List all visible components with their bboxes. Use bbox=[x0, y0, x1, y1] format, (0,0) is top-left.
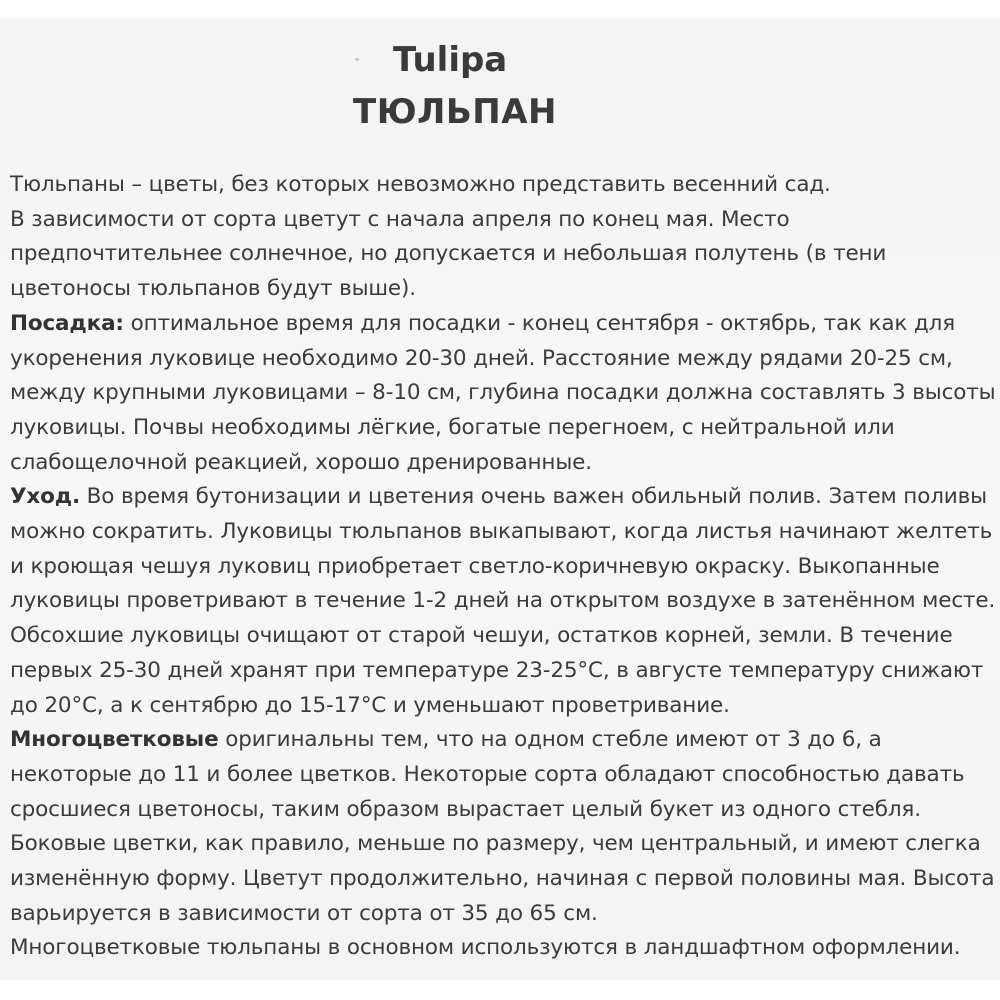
closing-paragraph: Многоцветковые тюльпаны в основном используются в ландшафтном оформлении. bbox=[10, 935, 961, 961]
paper-speck bbox=[355, 58, 359, 61]
multiflower-paragraph bbox=[10, 723, 998, 931]
planting-text: оптимальное время для посадки - конец сентября - октябрь, так как для укоренения луковице необходимо 20-30 дней. Расстояние между рядами 20-25 см, между крупными луковицами – 8-10 см, глубина посадки должна составлять 3 высоты луковицы. Почвы необходимы лёгкие, богатые перегноем, с нейтральной или слабощелочной реакцией, хорошо дренированные. bbox=[10, 310, 996, 475]
care-heading: Уход. bbox=[10, 484, 80, 510]
care-text: Во время бутонизации и цветения очень важен обильный полив. Затем поливы можно сократить. Луковицы тюльпанов выкапывают, когда листья начинают желтеть и кроющая чешуя луковиц приобретает светло-коричневую окраску. Выкопанные луковицы проветривают в течение 1-2 дней на открытом воздухе в затенённом месте. Обсохшие луковицы очищают от старой чешуи, остатков корней, земли. В течение первых 25-30 дней хранят при температуре 23-25°С, в августе температуру снижают до 20°С, а к сентябрю до 15-17°С и уменьшают проветривание. bbox=[10, 484, 996, 718]
intro-paragraph-1: Тюльпаны – цветы, без которых невозможно представить весенний сад. bbox=[10, 172, 831, 197]
printed-label-page bbox=[0, 18, 1000, 980]
intro-paragraph-2: В зависимости от сорта цветут с начала апреля по конец мая. Место предпочтительнее солнечное, но допускается и небольшая полутень (в тени цветоносы тюльпанов будут выше). bbox=[10, 206, 887, 302]
russian-title: ТЮЛЬПАН bbox=[353, 92, 557, 132]
latin-title: Tulipa bbox=[393, 40, 508, 80]
multiflower-text: оригинальны тем, что на одном стебле имеют от 3 до 6, а некоторые до 11 и более цветков. Некоторые сорта обладают способностью давать сросшиеся цветоносы, таким образом вырастает целый букет из одного стебля. Боковые цветки, как правило, меньше по размеру, чем центральный, и имеют слегка изменённую форму. Цветут продолжительно, начиная с первой половины мая. Высота варьируется в зависимости от сорта от 35 до 65 см. bbox=[10, 727, 995, 926]
description-text bbox=[10, 168, 998, 966]
care-paragraph bbox=[10, 480, 998, 723]
multiflower-heading: Многоцветковые bbox=[10, 727, 219, 753]
planting-heading: Посадка: bbox=[10, 310, 124, 336]
planting-paragraph bbox=[10, 307, 998, 481]
